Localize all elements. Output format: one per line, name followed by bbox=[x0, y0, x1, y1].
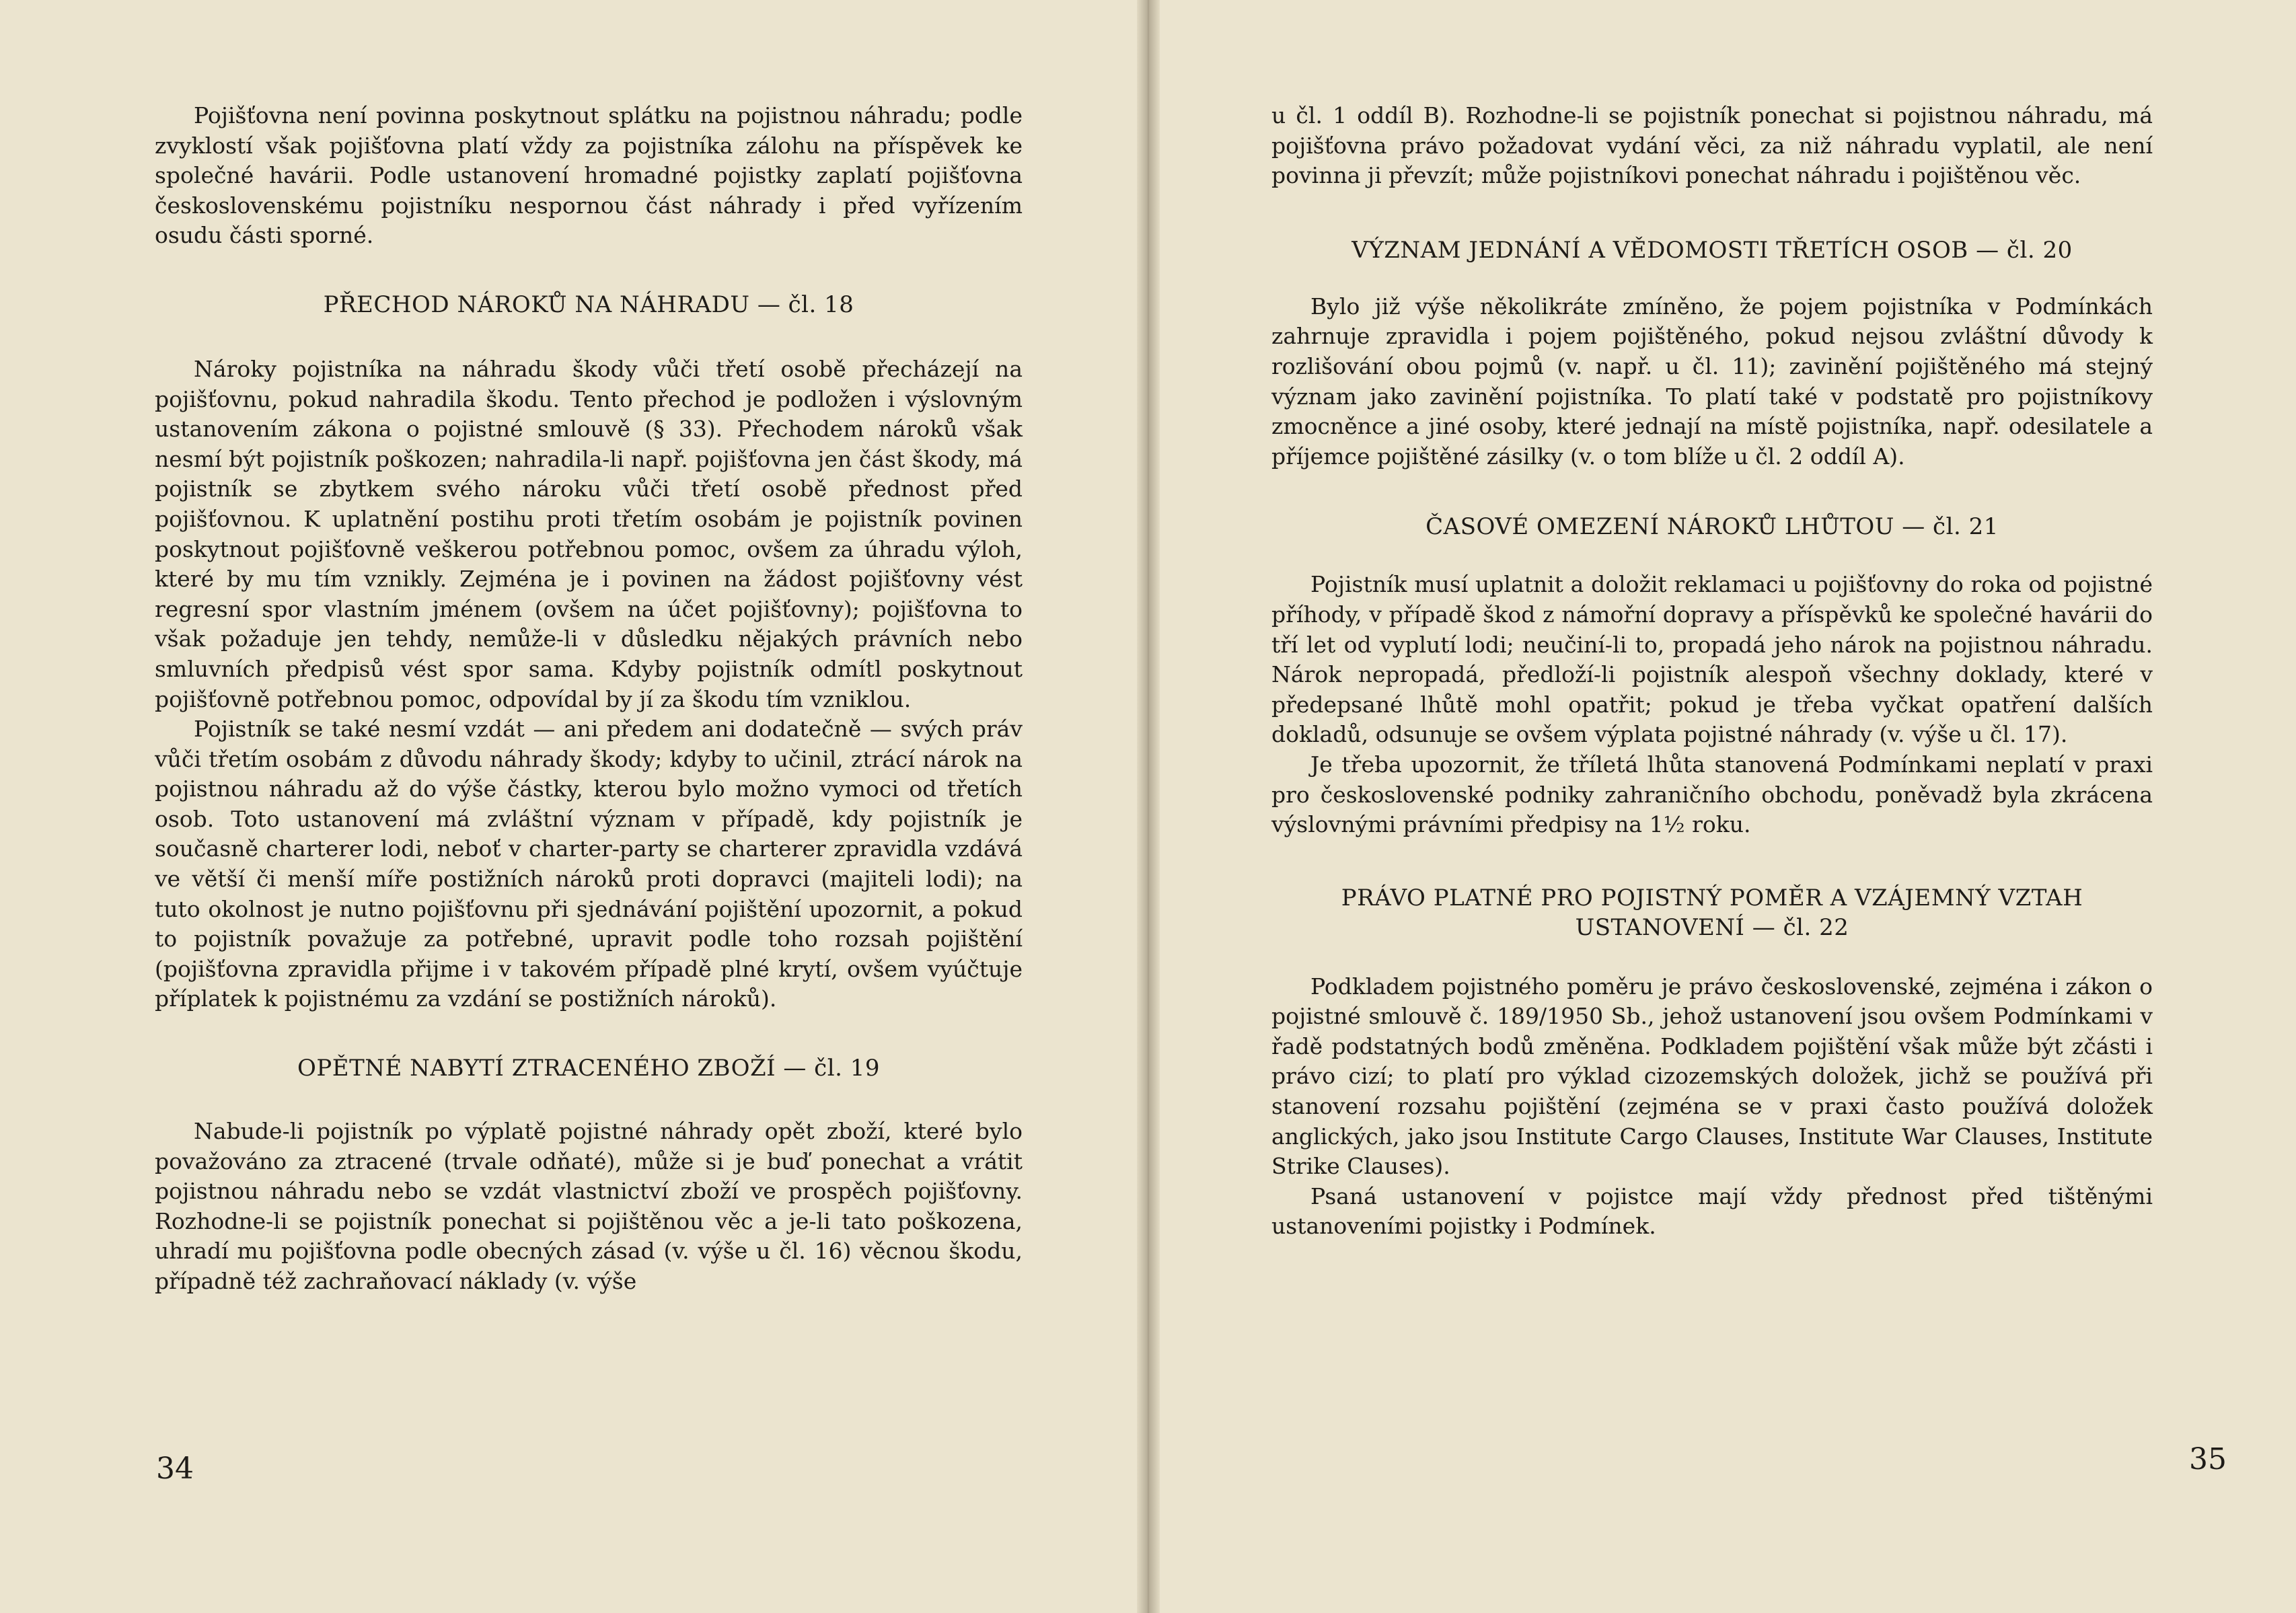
paragraph: Pojišťovna není povinna poskytnout splátku na pojistnou náhradu; podle zvyklostí však pojišťovna platí vždy za pojistníka zálohu na příspěvek ke společné havárii. Podle ustanovení hromadné pojistky zaplatí pojišťovna československému pojistníku nespornou část náhrady i před vyřízením osudu části sporné. bbox=[155, 102, 1023, 249]
book-gutter bbox=[1137, 0, 1160, 1613]
paragraph: Pojistník se také nesmí vzdát — ani předem ani dodatečně — svých práv vůči třetím osobám z důvodu náhrady škody; kdyby to učinil, ztrácí nárok na pojistnou náhradu až do výše částky, kterou bylo možno vymoci od třetích osob. Toto ustanovení má zvláštní význam v případě, kdy pojistník je současně charterer lodi, neboť v charter-party se charterer zpravidla vzdává ve větší či menší míře postižních nároků proti dopravci (majiteli lodi); na tuto okolnost je nutno pojišťovnu při sjednávání pojištění upozornit, a pokud to pojistník považuje za potřebné, upravit podle toho rozsah pojištění (pojišťovna zpravidla přijme i v takovém případě plné krytí, ovšem vyúčtuje příplatek k pojistnému za vzdání se postižních nároků). bbox=[155, 716, 1023, 1012]
right-text-column bbox=[1271, 101, 2153, 1242]
section-heading-22-line1: PRÁVO PLATNÉ PRO POJISTNÝ POMĚR A VZÁJEMNÝ VZTAH bbox=[1341, 884, 2083, 911]
paragraph: Je třeba upozornit, že tříletá lhůta stanovená Podmínkami neplatí v praxi pro československé podniky zahraničního obchodu, poněvadž byla zkrácena výslovnými právními předpisy na 1½ roku. bbox=[1271, 751, 2153, 838]
left-text-column bbox=[155, 101, 1023, 1297]
paragraph: Nabude-li pojistník po výplatě pojistné náhrady opět zboží, které bylo považováno za ztracené (trvale odňaté), může si je buď ponechat a vrátit pojistnou náhradu nebo se vzdát vlastnictví zboží ve prospěch pojišťovny. Rozhodne-li se pojistník ponechat si pojištěnou věc a je-li tato poškozena, uhradí mu pojišťovna podle obecných zásad (v. výše u čl. 16) věcnou škodu, případně též zachraňovací náklady (v. výše bbox=[155, 1118, 1023, 1294]
section-heading-20: VÝZNAM JEDNÁNÍ A VĚDOMOSTI TŘETÍCH OSOB — čl. 20 bbox=[1351, 236, 2073, 264]
right-page bbox=[1152, 0, 2296, 1613]
paragraph: Bylo již výše několikráte zmíněno, že pojem pojistníka v Podmínkách zahrnuje zpravidla i pojem pojištěného, pokud nejsou zvláštní důvody k rozlišování obou pojmů (v. např. u čl. 11); zavinění pojištěného má stejný význam jako zavinění pojistníka. To platí také v podstatě pro pojistníkovy zmocněnce a jiné osoby, které jednají na místě pojistníka, např. odesilatele a příjemce pojištěné zásilky (v. o tom blíže u čl. 2 oddíl A). bbox=[1271, 293, 2153, 470]
left-page bbox=[0, 0, 1144, 1613]
section-heading-18: PŘECHOD NÁROKŮ NA NÁHRADU — čl. 18 bbox=[323, 291, 854, 318]
page-number: 35 bbox=[2189, 1442, 2227, 1476]
paragraph: Nároky pojistníka na náhradu škody vůči třetí osobě přecházejí na pojišťovnu, pokud nahradila škodu. Tento přechod je podložen i výslovným ustanovením zákona o pojistné smlouvě (§ 33). Přechodem nároků však nesmí být pojistník poškozen; nahradila-li např. pojišťovna jen část škody, má pojistník se zbytkem svého nároku vůči třetí osobě přednost před pojišťovnou. K uplatnění postihu proti třetím osobám je pojistník povinen poskytnout pojišťovně veškerou potřebnou pomoc, ovšem za úhradu výloh, které by mu tím vznikly. Zejména je i povinen na žádost pojišťovny vést regresní spor vlastním jménem (ovšem na účet pojišťovny); pojišťovna to však požaduje jen tehdy, nemůže-li v důsledku nějakých právních nebo smluvních předpisů vést spor sama. Kdyby pojistník odmítl poskytnout pojišťovně potřebnou pomoc, odpovídal by jí za škodu tím vzniklou. bbox=[155, 355, 1023, 712]
page-number: 34 bbox=[156, 1452, 194, 1486]
section-heading-19: OPĚTNÉ NABYTÍ ZTRACENÉHO ZBOŽÍ — čl. 19 bbox=[297, 1055, 880, 1082]
section-heading-22-line2: USTANOVENÍ — čl. 22 bbox=[1575, 913, 1849, 941]
section-heading-22 bbox=[1271, 883, 2153, 942]
paragraph: Psaná ustanovení v pojistce mají vždy přednost před tištěnými ustanoveními pojistky i Podmínek. bbox=[1271, 1183, 2153, 1240]
paragraph: u čl. 1 oddíl B). Rozhodne-li se pojistník ponechat si pojistnou náhradu, má pojišťovna právo požadovat vydání věci, za niž náhradu vyplatil, ale není povinna ji převzít; může pojistníkovi ponechat náhradu i pojištěnou věc. bbox=[1271, 102, 2153, 189]
section-heading-21: ČASOVÉ OMEZENÍ NÁROKŮ LHŮTOU — čl. 21 bbox=[1425, 513, 1999, 541]
paragraph: Podkladem pojistného poměru je právo československé, zejména i zákon o pojistné smlouvě č. 189/1950 Sb., jehož ustanovení jsou ovšem Podmínkami v řadě podstatných bodů změněna. Podkladem pojištění však může být zčásti i právo cizí; to platí pro výklad cizozemských doložek, jichž se používá při stanovení rozsahu pojištění (zejména se v praxi často používá doložek anglických, jako jsou Institute Cargo Clauses, Institute War Clauses, Institute Strike Clauses). bbox=[1271, 973, 2153, 1180]
paragraph: Pojistník musí uplatnit a doložit reklamaci u pojišťovny do roka od pojistné příhody, v případě škod z námořní dopravy a příspěvků ke společné havárii do tří let od vyplutí lodi; neučiní-li to, propadá jeho nárok na pojistnou náhradu. Nárok nepropadá, předloží-li pojistník alespoň všechny doklady, které v předepsané lhůtě mohl opatřit; pokud je třeba vyčkat opatření dalších dokladů, odsunuje se ovšem výplata pojistné náhrady (v. výše u čl. 17). bbox=[1271, 571, 2153, 748]
